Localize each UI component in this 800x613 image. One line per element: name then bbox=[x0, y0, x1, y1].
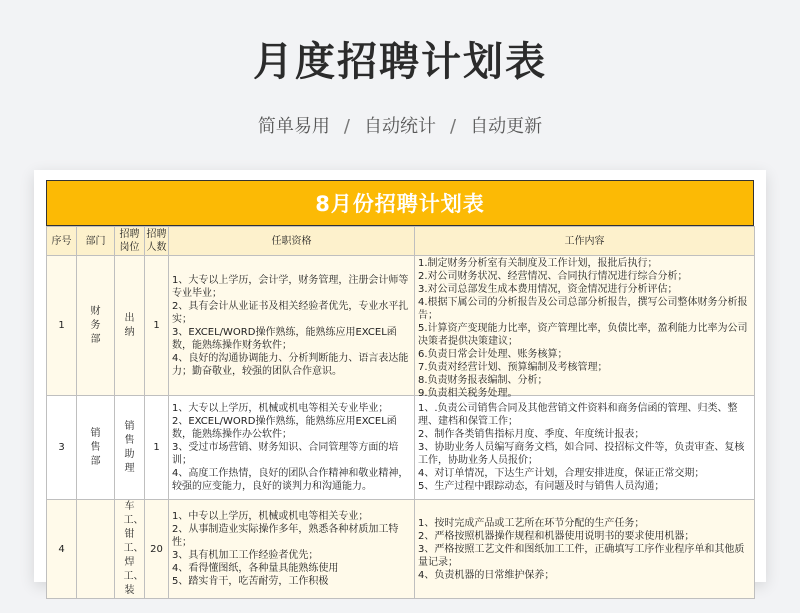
cell-no[interactable]: 4 bbox=[47, 500, 77, 599]
table-row bbox=[47, 396, 755, 500]
text-line: 2、严格按照机器操作规程和机器使用说明书的要求使用机器； bbox=[418, 530, 695, 542]
cell-post[interactable] bbox=[115, 396, 145, 500]
text-line: 1、中专以上学历，机械或机电等相关专业； bbox=[172, 511, 369, 522]
text-line: 5、生产过程中跟踪动态，有问题及时与销售人员沟通； bbox=[418, 481, 665, 492]
subtitle-part: 自动更新 bbox=[470, 116, 543, 137]
subtitle-part: 简单易用 bbox=[257, 116, 330, 137]
cell-no[interactable]: 1 bbox=[47, 256, 77, 396]
header-count[interactable]: 招聘人数 bbox=[145, 227, 169, 256]
page-title: 月度招聘计划表 bbox=[253, 39, 547, 85]
text-line: 5、踏实肯干，吃苦耐劳，工作积极 bbox=[172, 576, 329, 587]
cell-duties[interactable] bbox=[415, 500, 755, 599]
sheet-banner: 8月份招聘计划表 bbox=[46, 180, 754, 226]
text-line: 2、从事制造业实际操作多年，熟悉各种材质加工特性； bbox=[172, 524, 399, 548]
text-line: 2、EXCEL/WORD操作熟练，能熟练应用EXCEL函数，能熟练操作办公软件； bbox=[172, 416, 397, 440]
text-line: 4、负责机器的日常维护保养； bbox=[418, 569, 555, 581]
cell-duties[interactable] bbox=[415, 396, 755, 500]
subtitle-part: 自动统计 bbox=[364, 116, 436, 137]
text-line: 6.负责日常会计处理、账务核算； bbox=[418, 348, 568, 360]
cell-qualifications-content bbox=[172, 402, 411, 493]
text-line: 4、对订单情况，下达生产计划，合理安排进度，保证正常交期； bbox=[418, 468, 705, 479]
text-line: 2、制作各类销售指标月度、季度、年度统计报表； bbox=[418, 429, 645, 440]
table-row bbox=[47, 256, 755, 396]
text-line: 4、看得懂图纸，各种量具能熟练使用 bbox=[172, 563, 339, 574]
cell-post[interactable] bbox=[115, 256, 145, 396]
cell-dept-text: 财务部 bbox=[90, 305, 101, 345]
cell-dept-text: 销售部 bbox=[90, 427, 101, 467]
text-line: 7.负责对经营计划、预算编制及考核管理； bbox=[418, 361, 608, 373]
header-no[interactable]: 序号 bbox=[47, 227, 77, 256]
cell-qualifications[interactable] bbox=[169, 396, 415, 500]
spreadsheet-preview bbox=[34, 170, 766, 596]
cell-qualifications-content bbox=[172, 274, 411, 378]
subtitle-separator: / bbox=[450, 116, 457, 137]
text-line: 4、高度工作热情，良好的团队合作精神和敬业精神，较强的应变能力，良好的谈判力和沟通能力。 bbox=[172, 468, 409, 492]
text-line: 1、大专以上学历，机械或机电等相关专业毕业； bbox=[172, 403, 389, 414]
subtitle-separator: / bbox=[343, 116, 350, 137]
cell-dept[interactable] bbox=[77, 256, 115, 396]
cell-duties[interactable] bbox=[415, 256, 755, 399]
text-line: 3、具有机加工工作经验者优先； bbox=[172, 550, 319, 561]
cell-count[interactable]: 1 bbox=[145, 256, 169, 396]
page-subtitle bbox=[0, 112, 800, 138]
recruitment-table bbox=[46, 226, 755, 599]
text-line: 3、协助业务人员编写商务文档，如合同、投招标文件等，负责审查、复核工作，协助业务人员报价； bbox=[418, 442, 745, 466]
table-row bbox=[47, 500, 755, 599]
text-line: 2、具有会计从业证书及相关经验者优先，专业水平扎实； bbox=[172, 300, 409, 325]
cell-post-text: 出纳 bbox=[124, 312, 135, 338]
cell-duties-content bbox=[418, 517, 751, 582]
text-line: 3、严格按照工艺文件和图纸加工工件，正确填写工序作业程序单和其他质量记录； bbox=[418, 543, 745, 568]
header-dept[interactable]: 部门 bbox=[77, 227, 115, 256]
text-line: 3、受过市场营销、财务知识、合同管理等方面的培训； bbox=[172, 442, 399, 466]
cell-dept[interactable] bbox=[77, 500, 115, 599]
text-line: 3.对公司总部发生成本费用情况，资金情况进行分析评估； bbox=[418, 283, 678, 295]
cell-post[interactable] bbox=[115, 500, 145, 599]
cell-qualifications[interactable] bbox=[169, 500, 415, 599]
cell-no[interactable]: 3 bbox=[47, 396, 77, 500]
header-qualifications[interactable]: 任职资格 bbox=[169, 227, 415, 256]
cell-dept[interactable] bbox=[77, 396, 115, 500]
text-line: 1、.负责公司销售合同及其他营销文件资料和商务信函的管理、归类、整理、建档和保管工作； bbox=[418, 403, 738, 427]
header-duties[interactable]: 工作内容 bbox=[415, 227, 755, 256]
text-line: 1、按时完成产品或工艺所在环节分配的生产任务； bbox=[418, 517, 645, 529]
text-line: 4.根据下属公司的分析报告及公司总部分析报告，撰写公司整体财务分析报告； bbox=[418, 296, 748, 321]
cell-post-text: 销售助理 bbox=[124, 420, 135, 474]
text-line: 8.负责财务报表编制、分析； bbox=[418, 374, 548, 386]
text-line: 2.对公司财务状况、经营情况、合同执行情况进行综合分析； bbox=[418, 270, 688, 282]
cell-post-text: 车工、钳工、焊工、装 bbox=[123, 501, 144, 596]
text-line: 9.负责相关税务处理。 bbox=[418, 387, 518, 399]
cell-qualifications[interactable] bbox=[169, 256, 415, 396]
text-line: 1.制定财务分析室有关制度及工作计划，报批后执行； bbox=[418, 257, 658, 269]
text-line: 3、EXCEL/WORD操作熟练，能熟练应用EXCEL函数，能熟练操作财务软件； bbox=[172, 326, 397, 351]
text-line: 5.计算资产变现能力比率，资产管理比率，负债比率，盈利能力比率为公司决策者提供决策建议； bbox=[418, 322, 748, 347]
cell-count[interactable]: 1 bbox=[145, 396, 169, 500]
text-line: 1、大专以上学历，会计学，财务管理，注册会计师等专业毕业； bbox=[172, 274, 409, 299]
cell-count[interactable]: 20 bbox=[145, 500, 169, 599]
text-line: 4、良好的沟通协调能力、分析判断能力、语言表达能力；勤奋敬业，较强的团队合作意识。 bbox=[172, 352, 409, 377]
cell-duties-content bbox=[418, 257, 751, 399]
cell-qualifications-content bbox=[172, 510, 411, 588]
table-header-row bbox=[47, 227, 755, 256]
header-post[interactable]: 招聘岗位 bbox=[115, 227, 145, 256]
cell-duties-content bbox=[418, 402, 751, 493]
